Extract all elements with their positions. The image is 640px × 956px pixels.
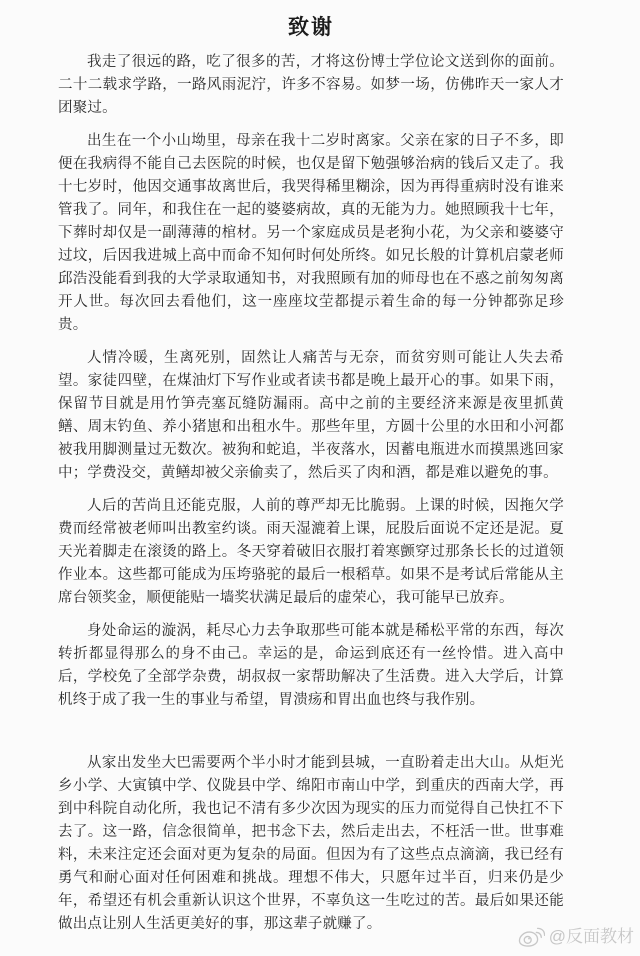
paragraph-6: 从家出发坐大巴需要两个半小时才能到县城，一直盼着走出大山。从炬光乡小学、大寅镇中学、仪陇县中学、绵阳市南山中学，到重庆的西南大学，再到中科院自动化所，我也记不清有多少次因为现实的压力而觉得自己快扛不下去了。这一路，信念很简单，把书念下去，然后走出去，不枉活一世。世事难料，未来注定还会面对更为复杂的局面。但因为有了这些点点滴滴，我已经有勇气和耐心面对任何困难和挑战。理想不伟大，只愿年过半百，归来仍是少年，希望还有机会重新认识这个世界，不辜负这一生吃过的苦。最后如果还能做出点让别人生活更美好的事，那这辈子就赚了。 — [58, 755, 564, 932]
paragraph-3: 人情冷暖，生离死别，固然让人痛苦与无奈，而贫穷则可能让人失去希望。家徒四壁，在煤油灯下写作业或者读书都是晚上最开心的事。如果下雨，保留节目就是用竹笋壳塞瓦缝防漏雨。高中之前的主要经济来源是夜里抓黄鳝、周末钓鱼、养小猪崽和出租水牛。那些年里，方圆十公里的水田和小河都被我用脚测量过无数次。被狗和蛇追，半夜落水，因蓄电瓶进水而摸黑逃回家中；学费没交，黄鳝却被父亲偷卖了，然后买了肉和酒，都是难以避免的事。 — [58, 350, 564, 481]
page-title: 致谢 — [288, 16, 334, 39]
paragraph-2: 出生在一个小山坳里，母亲在我十二岁时离家。父亲在家的日子不多，即便在我病得不能自己去医院的时候，也仅是留下勉强够治病的钱后又走了。我十七岁时，他因交通事故离世后，我哭得稀里糊涂，因为再得重病时没有谁来管我了。同年，和我住在一起的婆婆病故，真的无能为力。她照顾我十七年，下葬时却仅是一副薄薄的棺材。另一个家庭成员是老狗小花，为父亲和婆婆守过坟，后因我进城上高中而命不知何时何处所终。如兄长般的计算机启蒙老师邱浩没能看到我的大学录取通知书，对我照顾有加的师母也在不惑之前匆匆离开人世。每次回去看他们，这一座座坟茔都提示着生命的每一分钟都弥足珍贵。 — [58, 133, 564, 333]
paragraph-1: 我走了很远的路，吃了很多的苦，才将这份博士学位论文送到你的面前。二十二载求学路，一路风雨泥泞，许多不容易。如梦一场，仿佛昨天一家人才团聚过。 — [58, 54, 564, 116]
watermark — [517, 925, 634, 949]
document-body — [58, 0, 564, 936]
paragraph-4: 人后的苦尚且还能克服，人前的尊严却无比脆弱。上课的时候，因拖欠学费而经常被老师叫出教室约谈。雨天湿漉着上课，屁股后面说不定还是泥。夏天光着脚走在滚烫的路上。冬天穿着破旧衣服打着寒颤穿过那条长长的过道领作业本。这些都可能成为压垮骆驼的最后一根稻草。如果不是考试后常能从主席台领奖金，顺便能贴一墙奖状满足最后的虚荣心，我可能早已放弃。 — [58, 498, 564, 606]
paragraph-5: 身处命运的漩涡，耗尽心力去争取那些可能本就是稀松平常的东西，每次转折都显得那么的身不由己。幸运的是，命运到底还有一丝怜惜。进入高中后，学校免了全部学杂费，胡叔叔一家帮助解决了生活费。进入大学后，计算机终于成了我一生的事业与希望，胃溃疡和胃出血也终与我作别。 — [58, 623, 564, 708]
watermark-text: @反面教材 — [548, 927, 634, 946]
weibo-icon — [517, 926, 545, 948]
